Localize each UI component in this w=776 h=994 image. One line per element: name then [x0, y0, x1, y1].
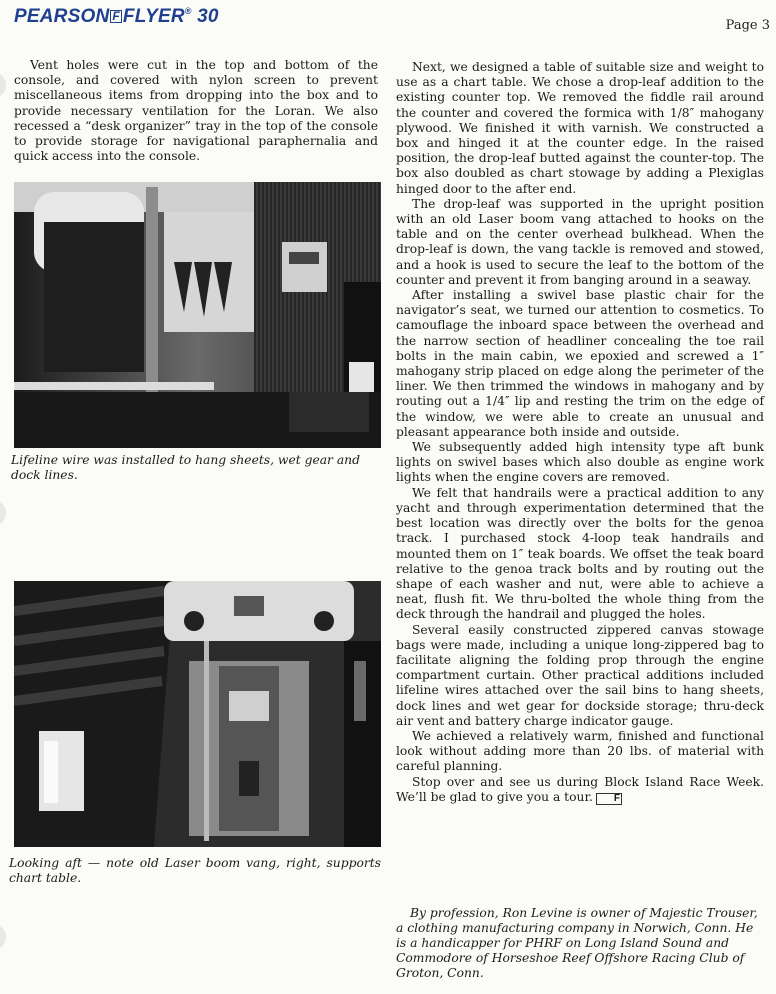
aft-photo-illustration [14, 581, 381, 847]
pearson-logo-icon: F [112, 9, 120, 23]
masthead-brand-right: FLYER [122, 6, 185, 27]
punch-hole [0, 924, 6, 950]
paragraph: After installing a swivel base plastic chair for the navigator’s seat, we turned our attention to cosmetics. To camouflage the inboard space between the overhead and the narrow section of headliner concealing the toe rail bolts in the main cabin, we epoxied and screwed a 1″ mahogany strip placed on edge along the perimeter of the liner. We then trimmed the windows in mahogany and by routing out a 1/4″ lip and resting the trim on the edge of the window, we were able to create an unusual and pleasant appearance both inside and outside. [396, 288, 764, 439]
paragraph: Several easily constructed zippered canvas stowage bags were made, including a unique long-zippered bag to facilitate aligning the folding prop through the engine compartment curtain. Other practical additions included lifeline wires attached over the sail bins to hang sheets, dock lines and wet gear for dockside storage; thru-deck air vent and battery charge indicator gauge. [396, 622, 764, 728]
left-column-text [14, 58, 378, 164]
paragraph: The drop-leaf was supported in the upright position with an old Laser boom vang attached to hooks on the table and on the center overhead bulkhead. When the drop-leaf is down, the vang tackle is removed and stowed, and a hook is used to secure the leaf to the bottom of the counter and prevent it from banging around in a seaway. [396, 196, 764, 287]
paragraph: We felt that handrails were a practical addition to any yacht and through experimentation determined that the best location was directly over the bolts for the genoa track. I purchased stock 4-loop teak handrails and mounted them on 1″ teak boards. We offset the teak board relative to the genoa track bolts and by routing out the shape of each washer and nut, were able to achieve a neat, flush fit. We thru-bolted the whole thing from the deck through the handrail and plugged the holes. [396, 485, 764, 622]
paragraph: We subsequently added high intensity type aft bunk lights on swivel bases which also double as engine work lights when the engine covers are removed. [396, 440, 764, 485]
cabin-photo-illustration [14, 182, 381, 448]
masthead-brand-left: PEARSON [14, 6, 110, 27]
photo-looking-aft [14, 581, 381, 847]
author-bio [396, 906, 764, 981]
newsletter-masthead [14, 6, 219, 28]
bio-text: By profession, Ron Levine is owner of Majestic Trouser, a clothing manufacturing company in Norwich, Conn. He is a handicapper for PHRF on Long Island Sound and Commodore of Horseshoe Reef Offshore Racing Club of Groton, Conn. [396, 906, 758, 980]
punch-hole [0, 72, 6, 98]
registered-mark: ® [184, 6, 192, 16]
closing-paragraph [396, 775, 764, 805]
paragraph: Vent holes were cut in the top and bottom of the console, and covered with nylon screen to prevent miscellaneous items from dropping into the box and to provide necessary ventilation for the Loran. We also recessed a “desk organizer” tray in the top of the console to provide storage for navigational paraphernalia and quick access into the console. [14, 58, 378, 164]
end-mark-icon: F [596, 793, 622, 805]
punch-hole [0, 500, 6, 526]
photo-cabin-interior [14, 182, 381, 448]
photo-caption: Lifeline wire was installed to hang sheets, wet gear and dock lines. [11, 453, 360, 482]
right-column-text [396, 60, 764, 805]
paragraph: Next, we designed a table of suitable size and weight to use as a chart table. We chose a drop-leaf addition to the existing counter top. We removed the fiddle rail around the counter and covered the formica with 1/8″ mahogany plywood. We finished it with varnish. We constructed a box and hinged it at the counter edge. In the raised position, the drop-leaf butted against the counter-top. The box also doubled as chart stowage by adding a Plexiglas hinged door to the after end. [396, 60, 764, 196]
photo-caption: Looking aft — note old Laser boom vang, right, supports chart table. [9, 856, 381, 885]
page-number: Page 3 [725, 18, 770, 33]
paragraph: We achieved a relatively warm, finished and functional look without adding more than 20 lbs. of material with careful planning. [396, 728, 764, 774]
closing-text: Stop over and see us during Block Island Race Week. We’ll be glad to give you a tour. [396, 774, 764, 804]
masthead-model: 30 [197, 6, 219, 27]
